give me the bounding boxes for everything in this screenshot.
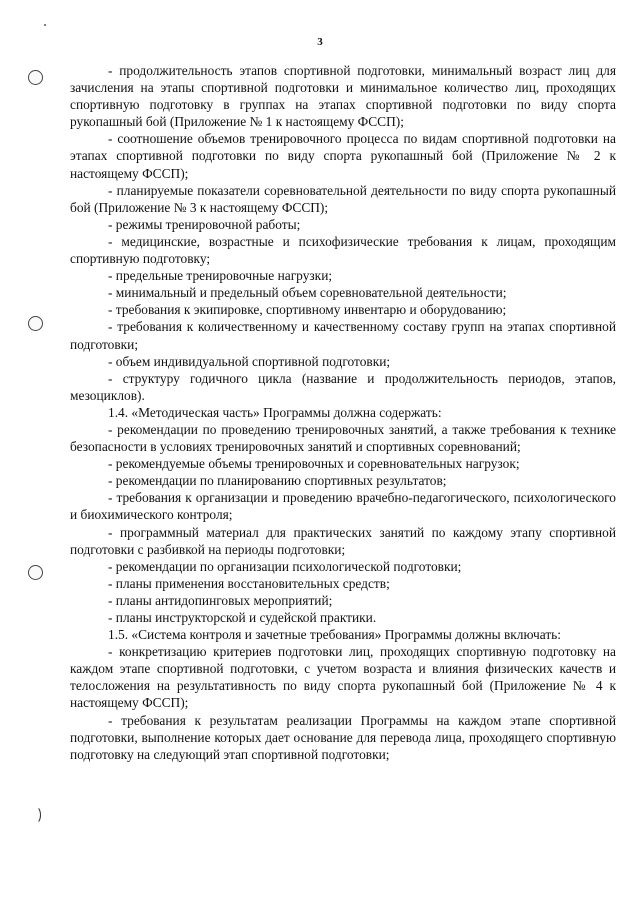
paragraph: - планы применения восстановительных средств; <box>108 575 390 591</box>
paragraph: - рекомендации по проведению тренировочных занятий, а также требования к технике безопасности в условиях тренировочных занятий и спортивных соревнований; <box>70 421 616 455</box>
page-number: 3 <box>317 36 323 48</box>
paragraph: - режимы тренировочной работы; <box>108 216 301 232</box>
paragraph: - планируемые показатели соревновательной деятельности по виду спорта рукопашный бой (Приложение № 3 к настоящему ФССП); <box>70 182 616 215</box>
paragraph: - соотношение объемов тренировочного процесса по видам спортивной подготовки на этапах спортивной подготовки по виду спорта рукопашный бой (Приложение № 2 к настоящему ФССП); <box>70 131 616 181</box>
paragraph: - планы антидопинговых мероприятий; <box>108 592 333 608</box>
section-heading-1-4: 1.4. «Методическая часть» Программы должна содержать: <box>108 404 442 420</box>
paragraph: - требования к экипировке, спортивному инвентарю и оборудованию; <box>108 302 507 318</box>
paragraph: - требования к количественному и качественному составу групп на этапах спортивной подготовки; <box>70 319 616 352</box>
paragraph: - предельные тренировочные нагрузки; <box>108 268 333 284</box>
paragraph: - рекомендации по планированию спортивных результатов; <box>108 473 447 489</box>
section-heading-1-5: 1.5. «Система контроля и зачетные требования» Программы должны включать: <box>108 627 561 643</box>
scan-speck <box>44 24 46 26</box>
punch-hole-mark <box>28 70 43 85</box>
punch-hole-mark <box>28 316 43 331</box>
paragraph: - медицинские, возрастные и психофизические требования к лицам, проходящим спортивную подготовку; <box>70 233 616 267</box>
paragraph: - продолжительность этапов спортивной подготовки, минимальный возраст лиц для зачисления на этапы спортивной подготовки и минимальное количество лиц, проходящих спортивную подготовку в группах на этапах спортивной подготовки по виду спорта рукопашный бой (Приложение № 1 к настоящему ФССП); <box>70 63 616 130</box>
paragraph: - структуру годичного цикла (название и продолжительность периодов, этапов, мезоциклов). <box>70 370 616 403</box>
document-body <box>70 62 616 763</box>
paragraph: - требования к результатам реализации Программы на каждом этапе спортивной подготовки, выполнение которых дает основание для перевода лица, проходящего спортивную подготовку на следующий этап спортивной подготовки; <box>70 712 616 762</box>
paragraph: - конкретизацию критериев подготовки лиц, проходящих спортивную подготовку на каждом этапе спортивной подготовки, с учетом возраста и влияния физических качеств и телосложения на результативность по виду спорта рукопашный бой (Приложение № 4 к настоящему ФССП); <box>70 644 616 711</box>
paragraph: - рекомендуемые объемы тренировочных и соревновательных нагрузок; <box>108 456 520 472</box>
paragraph: - планы инструкторской и судейской практики. <box>108 610 377 625</box>
paragraph: - минимальный и предельный объем соревновательной деятельности; <box>108 285 507 301</box>
punch-hole-arc-mark <box>30 806 41 824</box>
punch-hole-mark <box>28 565 43 580</box>
paragraph: - программный материал для практических занятий по каждому этапу спортивной подготовки с разбивкой на периоды подготовки; <box>70 524 616 557</box>
paragraph: - рекомендации по организации психологической подготовки; <box>108 558 462 574</box>
paragraph: - требования к организации и проведению врачебно-педагогического, психологического и биохимического контроля; <box>70 490 616 523</box>
paragraph: - объем индивидуальной спортивной подготовки; <box>108 353 391 369</box>
